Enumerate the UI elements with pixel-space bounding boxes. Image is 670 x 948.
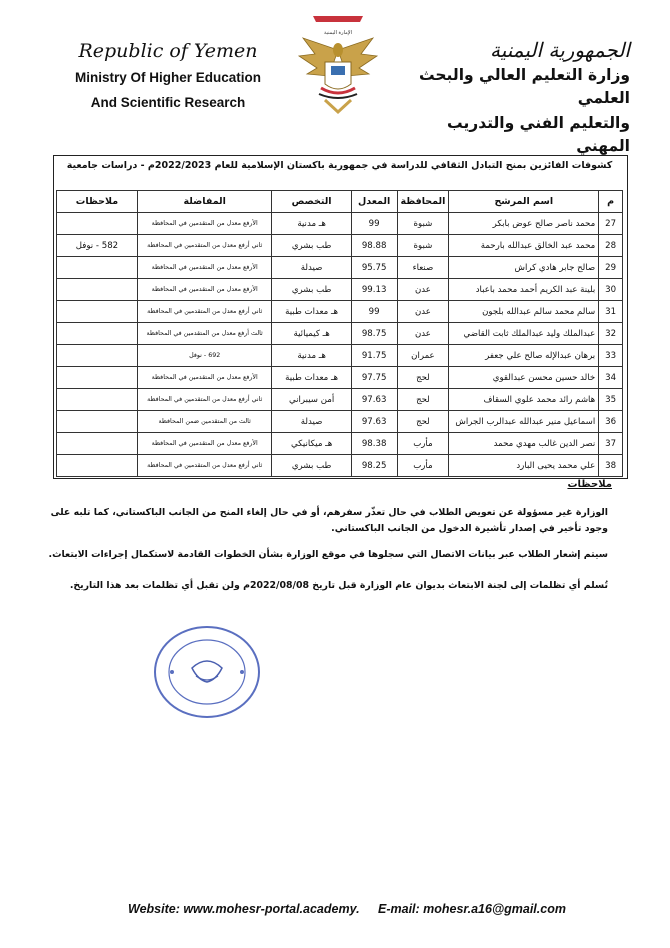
cell-name: سالم محمد سالم عبدالله بلجون [449, 301, 599, 323]
cell-gov: عمران [397, 345, 449, 367]
cell-major: هـ معدات طبية [272, 301, 351, 323]
table-row [57, 389, 623, 411]
cell-gov: لحج [397, 411, 449, 433]
cell-major: طب بشري [272, 455, 351, 477]
table-row [57, 345, 623, 367]
cell-note [57, 279, 138, 301]
cell-gov: شبوة [397, 235, 449, 257]
cell-gpa: 98.88 [351, 235, 397, 257]
cell-no: 38 [599, 455, 623, 477]
cell-pref: الأرفع معدل من المتقدمين في المحافظة [137, 367, 272, 389]
cell-gov: عدن [397, 323, 449, 345]
cell-gov: عدن [397, 279, 449, 301]
cell-major: طب بشري [272, 279, 351, 301]
cell-pref: ثاني أرفع معدل من المتقدمين في المحافظة [137, 301, 272, 323]
table-row [57, 235, 623, 257]
header-english [58, 40, 278, 112]
note-paragraph-2: سيتم إشعار الطلاب عبر بيانات الاتصال التي سجلوها في موقع الوزارة بشأن الخطوات القادمة لاستكمال إجراءات الابتعاث. [48, 549, 608, 560]
cell-note [57, 433, 138, 455]
cell-gov: صنعاء [397, 257, 449, 279]
cell-no: 31 [599, 301, 623, 323]
cell-gov: لحج [397, 367, 449, 389]
cell-gpa: 97.63 [351, 389, 397, 411]
cell-name: برهان عبدالإله صالح علي جعفر [449, 345, 599, 367]
header-arabic [400, 38, 630, 158]
cell-no: 37 [599, 433, 623, 455]
cell-major: هـ معدات طبية [272, 367, 351, 389]
footer-email: E-mail: mohesr.a16@gmail.com [378, 902, 566, 916]
cell-pref: ثاني أرفع معدل من المتقدمين في المحافظة [137, 455, 272, 477]
table-title: كشوفات الفائزين بمنح التبادل الثقافي للدراسة في جمهورية باكستان الإسلامية للعام 2022/2023م - دراسات جامعية [66, 160, 613, 171]
cell-note [57, 213, 138, 235]
cell-major: هـ مدنية [272, 213, 351, 235]
ministry-english-line1: Ministry Of Higher Education [74, 70, 261, 85]
cell-note [57, 455, 138, 477]
cell-no: 34 [599, 367, 623, 389]
cell-gov: مأرب [397, 455, 449, 477]
cell-no: 28 [599, 235, 623, 257]
cell-pref: ثالث أرفع معدل من المتقدمين في المحافظة [137, 323, 272, 345]
col-no: م [599, 191, 623, 213]
table-row [57, 323, 623, 345]
republic-english: Republic of Yemen [78, 40, 258, 62]
cell-major: هـ مدنية [272, 345, 351, 367]
table-row [57, 301, 623, 323]
col-preference: المفاضلة [137, 191, 272, 213]
note-paragraph-1: الوزارة غير مسؤولة عن تعويض الطلاب في حال تعذّر سفرهم، أو في حال إلغاء المنح من الجانب الباكستاني، كما تلبه على وجود تأخير في إصدار تأشيرة الدخول من الجانب الباكستاني. [50, 507, 608, 534]
col-gpa: المعدل [351, 191, 397, 213]
cell-major: صيدلة [272, 411, 351, 433]
cell-name: بلينة عبد الكريم أحمد محمد باعباد [449, 279, 599, 301]
cell-name: عبدالملك وليد عبدالملك ثابت القاضي [449, 323, 599, 345]
table-row [57, 257, 623, 279]
cell-gpa: 98.38 [351, 433, 397, 455]
winners-table [56, 190, 623, 477]
cell-major: أمن سيبراني [272, 389, 351, 411]
cell-pref: الأرفع معدل من المتقدمين في المحافظة [137, 257, 272, 279]
emblem-top-note: الإمارة اليمنية [323, 30, 353, 36]
cell-name: نصر الدين غالب مهدي محمد [449, 433, 599, 455]
cell-no: 30 [599, 279, 623, 301]
cell-no: 35 [599, 389, 623, 411]
cell-note [57, 323, 138, 345]
cell-name: محمد ناصر صالح عوض بابكر [449, 213, 599, 235]
cell-note [57, 257, 138, 279]
ministry-stamp [152, 624, 262, 720]
cell-major: هـ ميكانيكي [272, 433, 351, 455]
notes-title: ملاحظات [567, 479, 612, 490]
ministry-arabic-line2: والتعليم الفني والتدريب المهني [447, 114, 630, 155]
cell-no: 27 [599, 213, 623, 235]
cell-gpa: 97.75 [351, 367, 397, 389]
col-major: التخصص [272, 191, 351, 213]
table-header-row [57, 191, 623, 213]
col-notes: ملاحظات [57, 191, 138, 213]
cell-note: 582 - نوفل [57, 235, 138, 257]
cell-name: صالح جابر هادي كراش [449, 257, 599, 279]
col-name: اسم المرشح [449, 191, 599, 213]
cell-note [57, 411, 138, 433]
cell-name: اسماعيل منير عبدالله عبدالرب الجراش [449, 411, 599, 433]
cell-gpa: 98.25 [351, 455, 397, 477]
table-row [57, 213, 623, 235]
cell-no: 36 [599, 411, 623, 433]
table-row [57, 411, 623, 433]
col-governorate: المحافظة [397, 191, 449, 213]
table-row [57, 279, 623, 301]
yemen-emblem [293, 10, 383, 125]
cell-name: هاشم رائد محمد علوي السقاف [449, 389, 599, 411]
republic-arabic: الجمهورية اليمنية [489, 38, 630, 62]
cell-gov: شبوة [397, 213, 449, 235]
cell-gov: عدن [397, 301, 449, 323]
table-row [57, 433, 623, 455]
cell-pref: الأرفع معدل من المتقدمين في المحافظة [137, 213, 272, 235]
cell-pref: 692 - نوفل [137, 345, 272, 367]
cell-name: علي محمد يحيى البارد [449, 455, 599, 477]
cell-name: خالد حسين محسن عبدالقوي [449, 367, 599, 389]
table-row [57, 455, 623, 477]
cell-gpa: 98.75 [351, 323, 397, 345]
cell-pref: ثاني أرفع معدل من المتقدمين في المحافظة [137, 235, 272, 257]
cell-pref: ثالث من المتقدمين ضمن المحافظة [137, 411, 272, 433]
cell-name: محمد عبد الخالق عبدالله بارحمة [449, 235, 599, 257]
cell-gpa: 97.63 [351, 411, 397, 433]
cell-gpa: 99.13 [351, 279, 397, 301]
cell-gpa: 99 [351, 213, 397, 235]
note-paragraph-3: تُسلم أي تظلمات إلى لجنة الابتعاث بديوان عام الوزارة قبل تاريخ 2022/08/08م ولن تقبل أي تظلمات بعد هذا التاريخ. [69, 580, 608, 591]
cell-gpa: 91.75 [351, 345, 397, 367]
cell-pref: ثاني أرفع معدل من المتقدمين في المحافظة [137, 389, 272, 411]
cell-pref: الأرفع معدل من المتقدمين في المحافظة [137, 279, 272, 301]
footer-website: Website: www.mohesr-portal.academy. [128, 902, 360, 916]
cell-gov: لحج [397, 389, 449, 411]
cell-note [57, 389, 138, 411]
cell-no: 29 [599, 257, 623, 279]
cell-major: هـ كيميائية [272, 323, 351, 345]
cell-note [57, 345, 138, 367]
ministry-arabic-line1: وزارة التعليم العالي والبحث العلمي [418, 66, 630, 107]
cell-gpa: 95.75 [351, 257, 397, 279]
cell-note [57, 367, 138, 389]
cell-major: طب بشري [272, 235, 351, 257]
table-row [57, 367, 623, 389]
cell-major: صيدلة [272, 257, 351, 279]
cell-no: 33 [599, 345, 623, 367]
ministry-english-line2: And Scientific Research [90, 95, 246, 110]
cell-no: 32 [599, 323, 623, 345]
cell-gpa: 99 [351, 301, 397, 323]
cell-gov: مأرب [397, 433, 449, 455]
cell-pref: الأرفع معدل من المتقدمين في المحافظة [137, 433, 272, 455]
cell-note [57, 301, 138, 323]
